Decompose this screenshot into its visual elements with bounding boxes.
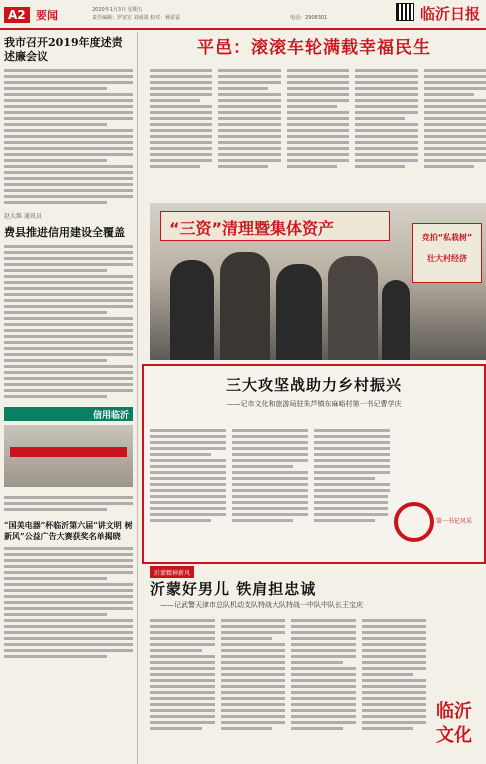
lead-headline-wrap xyxy=(142,34,486,62)
person-figure xyxy=(170,260,214,360)
qr-code-icon xyxy=(396,3,414,21)
article-headline: “国美电器”杯临沂第六届“讲文明 树新风”公益广告大赛获奖名单揭晓 xyxy=(4,520,133,541)
photo-caption xyxy=(0,491,137,516)
date-line: 2020年1月3日 星期五 xyxy=(92,7,143,13)
bottom-article-body xyxy=(150,616,426,762)
bottom-headline: 沂蒙好男儿 铁肩担忠诚 xyxy=(150,580,317,598)
logo-text: 第一书记风采 xyxy=(436,518,473,525)
article-headline: 我市召开2019年度述责述廉会议 xyxy=(4,36,123,63)
article-headline: 费县推进信用建设全覆盖 xyxy=(4,226,125,239)
article-body xyxy=(0,64,137,209)
photo-sign-text: “三资”清理暨集体资产 xyxy=(169,219,335,238)
article-byline: 赵大维 通讯员 xyxy=(4,213,42,220)
side-sign-line-2: 壮大村经济 xyxy=(427,254,467,263)
side-sign xyxy=(412,223,482,283)
photo-sign xyxy=(160,211,390,241)
feature-article-box xyxy=(142,364,486,564)
watermark-stamp: 临沂文化 xyxy=(436,701,472,746)
contact-line: 电话：2908301 xyxy=(290,15,328,21)
lead-article-body xyxy=(150,66,486,200)
left-column xyxy=(0,32,138,764)
feature-subtitle: ——记市文化和旅游局驻朱芦镇东麻峪村第一书记曹学庆 xyxy=(226,400,402,408)
lead-headline: 平邑：滚滚车轮满载幸福民生 xyxy=(197,38,431,58)
header-rule xyxy=(0,28,486,30)
column-banner: 信用临沂 xyxy=(4,407,133,421)
event-photo xyxy=(4,425,133,487)
logo-ring-icon xyxy=(394,502,434,542)
newspaper-header xyxy=(0,0,486,30)
person-figure xyxy=(276,264,322,360)
person-figure xyxy=(328,256,378,360)
red-banner-in-photo xyxy=(10,447,127,457)
article-body xyxy=(0,240,137,403)
bottom-subtitle: ——记武警天津市总队机动支队特战大队特战一中队中队长王宝庆 xyxy=(160,601,363,609)
editor-line: 责任编辑：罗宽宏 刘成果 校对：杨雷雷 xyxy=(92,15,181,21)
paper-title: 临沂日报 xyxy=(420,5,481,23)
side-sign-line-1: 竞拍“私栽树” xyxy=(421,233,473,242)
feature-body xyxy=(150,426,390,525)
person-figure xyxy=(382,280,410,360)
person-figure xyxy=(220,252,270,360)
section-name: 要闻 xyxy=(36,9,58,22)
column-logo xyxy=(388,494,478,552)
page-number: A2 xyxy=(4,7,30,23)
lead-photo xyxy=(150,203,486,360)
bottom-tag: 沂蒙精神新风 xyxy=(150,566,194,578)
feature-headline: 三大攻坚战助力乡村振兴 xyxy=(225,376,402,394)
article-body xyxy=(0,542,137,663)
